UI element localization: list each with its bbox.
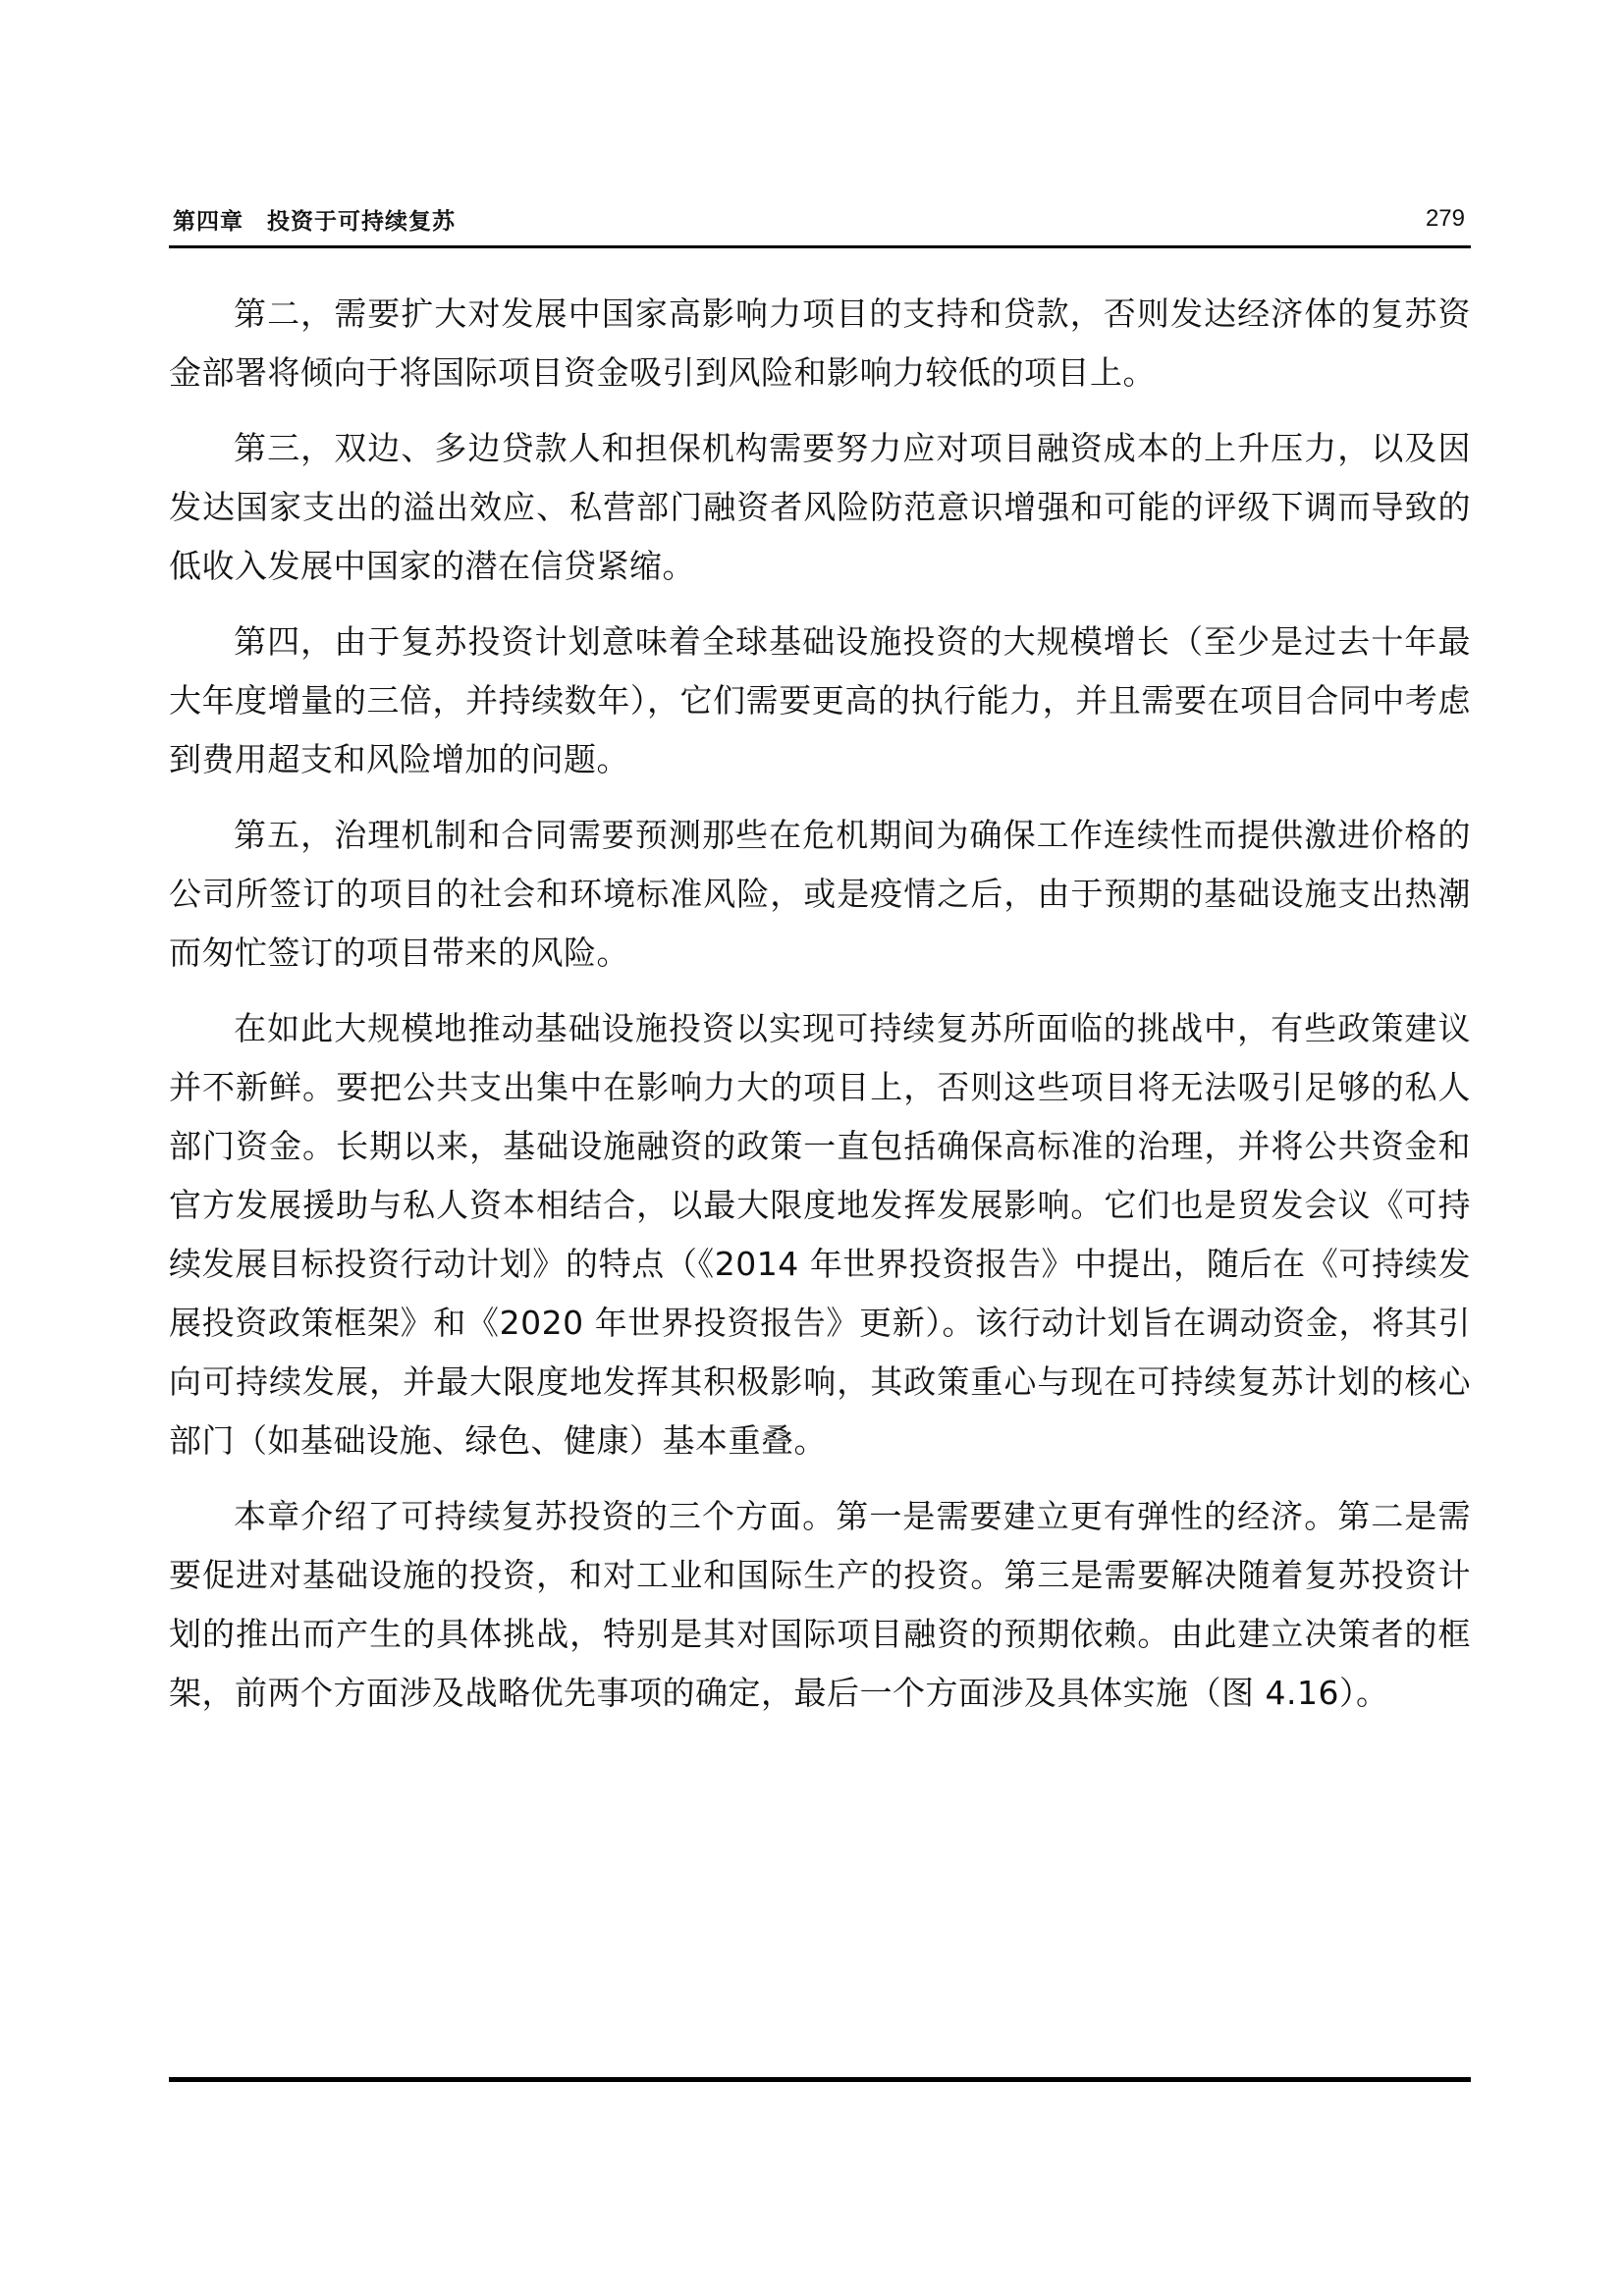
paragraph-third-point: 第三，双边、多边贷款人和担保机构需要努力应对项目融资成本的上升压力，以及因发达国家支出的溢出效应、私营部门融资者风险防范意识增强和可能的评级下调而导致的低收入发展中国家的潜在信贷紧缩。 — [169, 429, 1471, 585]
paragraph-policy-recommendations: 在如此大规模地推动基础设施投资以实现可持续复苏所面临的挑战中，有些政策建议并不新鲜。要把公共支出集中在影响力大的项目上，否则这些项目将无法吸引足够的私人部门资金。长期以来，基础设施融资的政策一直包括确保高标准的治理，并将公共资金和官方发展援助与私人资本相结合，以最大限度地发挥发展影响。它们也是贸发会议《可持续发展目标投资行动计划》的特点（《2014 年世界投资报告》中提出，随后在《可持续发展投资政策框架》和《2020 年世界投资报告》更新）。该行动计划旨在调动资金，将其引向可持续发展，并最大限度地发挥其积极影响，其政策重心与现在可持续复苏计划的核心部门（如基础设施、绿色、健康）基本重叠。 — [169, 1009, 1471, 1460]
body-text — [169, 285, 1471, 1739]
footer-rule — [169, 2077, 1471, 2082]
chapter-title: 第四章 投资于可持续复苏 — [173, 209, 456, 235]
paragraph-fourth-point: 第四，由于复苏投资计划意味着全球基础设施投资的大规模增长（至少是过去十年最大年度增量的三倍，并持续数年），它们需要更高的执行能力，并且需要在项目合同中考虑到费用超支和风险增加的问题。 — [169, 622, 1471, 778]
page-number: 279 — [1425, 205, 1465, 232]
paragraph-fifth-point: 第五，治理机制和合同需要预测那些在危机期间为确保工作连续性而提供激进价格的公司所签订的项目的社会和环境标准风险，或是疫情之后，由于预期的基础设施支出热潮而匆忙签订的项目带来的风险。 — [169, 816, 1471, 972]
paragraph-second-point: 第二，需要扩大对发展中国家高影响力项目的支持和贷款，否则发达经济体的复苏资金部署将倾向于将国际项目资金吸引到风险和影响力较低的项目上。 — [169, 294, 1471, 392]
header-rule — [169, 245, 1471, 248]
paragraph-chapter-summary: 本章介绍了可持续复苏投资的三个方面。第一是需要建立更有弹性的经济。第二是需要促进对基础设施的投资，和对工业和国际生产的投资。第三是需要解决随着复苏投资计划的推出而产生的具体挑战，特别是其对国际项目融资的预期依赖。由此建立决策者的框架，前两个方面涉及战略优先事项的确定，最后一个方面涉及具体实施（图 4.16）。 — [169, 1497, 1471, 1712]
running-header — [169, 199, 1471, 239]
